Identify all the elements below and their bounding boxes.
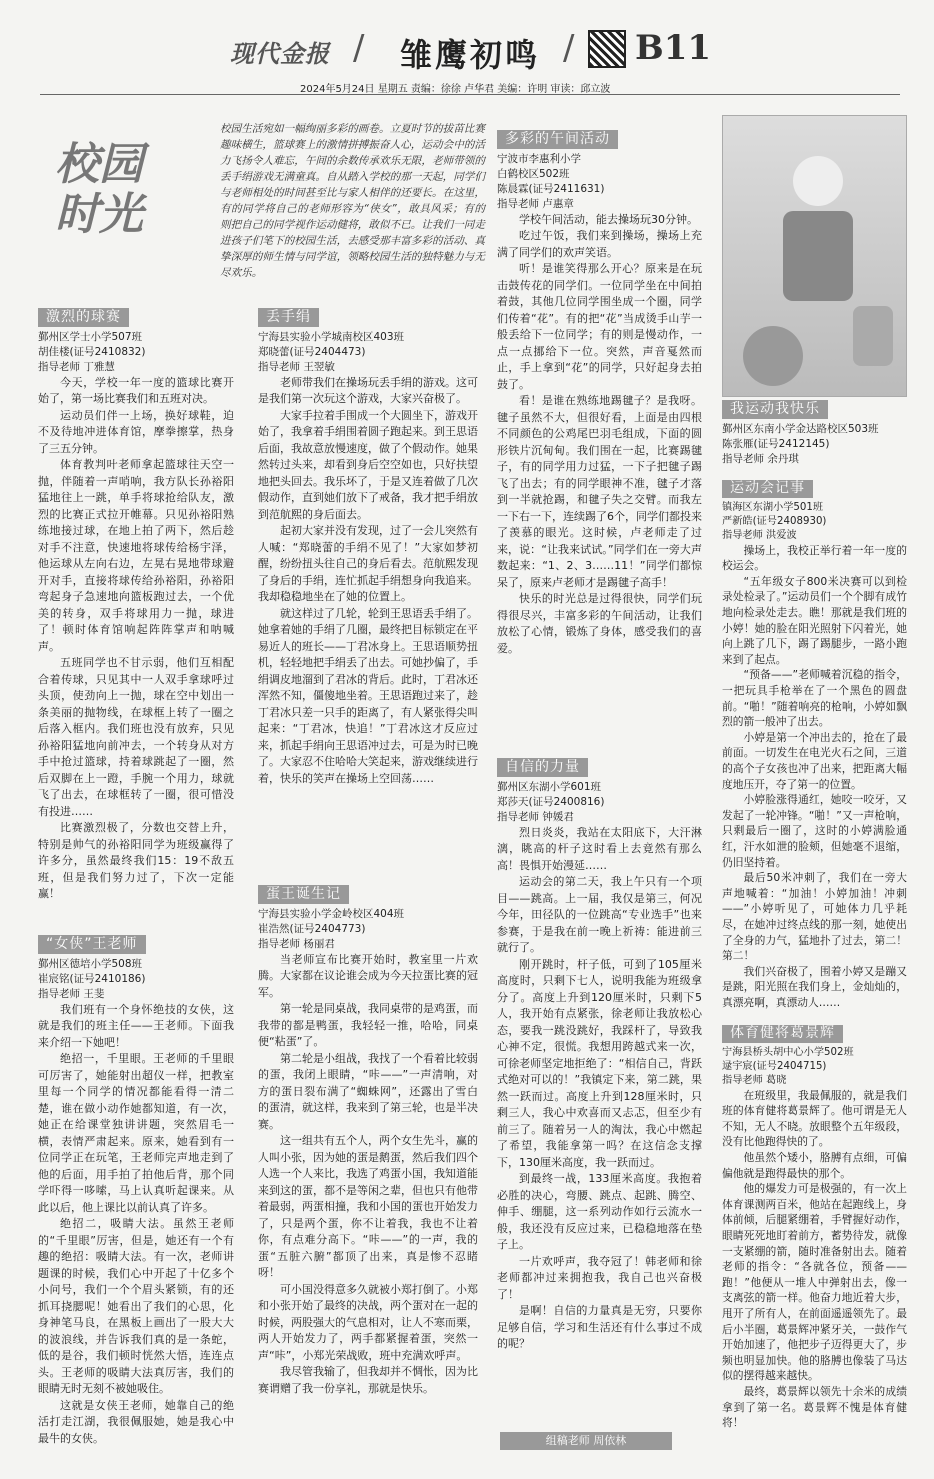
article-paragraph: 他虽然个矮小，胳膊有点细，可偏偏他就是跑得最快的那个。 xyxy=(722,1151,907,1180)
article-teacher-wang xyxy=(38,935,234,1447)
brand-name: 现代金报 xyxy=(230,40,330,68)
article-paragraph: 五班同学也不甘示弱，他们互相配合着传球，只见其中一人双手拿球呼过头顶，使劲向上一抛，球在空中划出一条美丽的抛物线，在球框上转了一圈之后落入框内。我们班也没有放弃，只见孙裕阳猛地向前冲去，一个转身从对方手中抢过篮球，持着球跳起了一圈，然后双脚在上一蹬，手腕一个用力，球就飞了出去，在球框转了一圈，很可惜没有投进…… xyxy=(38,656,234,818)
article-author: 郑莎天(证号2400816) xyxy=(497,795,605,808)
qr-code-icon[interactable] xyxy=(588,30,626,68)
article-author: 陈晨霖(证号2411631) xyxy=(497,182,605,195)
article-title: 激烈的球赛 xyxy=(38,308,129,327)
article-paragraph: 这一组共有五个人，两个女生先斗，赢的人叫小张，因为她的蛋是鹅蛋，然后我们四个人选一个人来比，我选了鸡蛋小国，我知道能来到这的蛋，都不是等闲之辈，但也只有他带着最弱，两蛋相撞，我和小国的蛋也开始发力了，只是两个蛋，你不让着我，我也不让着你，有点难分高下。“咔——”的一声，我的蛋“五脏六腑”都顶了出来，真是惨不忍睹呀！ xyxy=(258,1134,478,1279)
illustration-child-shape xyxy=(853,306,893,366)
illustration-head-shape xyxy=(793,156,843,206)
divider-slash: / xyxy=(563,28,575,68)
article-paragraph: 我们班有一个身怀绝技的女侠，这就是我们的班主任——王老师。下面我来介绍一下她吧！ xyxy=(38,1002,234,1049)
illustration-body-shape xyxy=(783,211,853,301)
header-rule xyxy=(40,94,900,95)
article-paragraph: 绝招二，吸睛大法。虽然王老师的“千里眼”厉害，但是，她还有一个有趣的绝招：吸睛大法。有一次，老师讲题课的时候，我们心中开起了十亿多个小问号，我们一个个眉头紧锁，有的还抓耳挠腮呢！她看出了我们的心思，化身神笔马良，在黑板上画出了一股大大的波浪线，并告诉我们真的是一条蛇，低的是谷，我们顿时恍然大悟，连连点头。王老师的吸睛大法真厉害，我们的眼睛无时无刻不被她吸住。 xyxy=(38,1217,234,1395)
issue-meta: 2024年5月24日 星期五 责编：徐徐 卢华君 美编：许明 审读：邱立波 xyxy=(300,84,611,95)
article-school: 鄞州区东南小学金达路校区503班 xyxy=(722,422,879,435)
page-number: B11 xyxy=(635,28,712,68)
article-author: 崔宸铭(证号2410186) xyxy=(38,972,146,985)
article-teacher: 指导老师 余丹琪 xyxy=(722,452,799,465)
article-paragraph: 一片欢呼声，我夺冠了！韩老师和徐老师都冲过来拥抱我，我自己也兴奋极了！ xyxy=(497,1254,702,1301)
article-paragraph: 学校午间活动，能去操场玩30分钟。 xyxy=(519,212,698,226)
article-drop-handkerchief xyxy=(258,308,478,787)
article-paragraph: 吃过午饭，我们来到操场，操场上充满了同学们的欢声笑语。 xyxy=(497,229,702,259)
article-paragraph: 第二轮是小组战，我找了一个看着比较弱的蛋，我闭上眼睛，“咔——”一声清响，对方的蛋日裂布满了“蜘蛛网”，还露出了雪白的蛋清，就这样，我来到了第三轮，也是半决赛。 xyxy=(258,1051,478,1131)
article-title: 自信的力量 xyxy=(497,758,588,777)
intro-text: 校园生活宛如一幅绚丽多彩的画卷。立夏时节的拔苗比赛趣味横生，篮球赛上的激情拼搏振奋人心，运动会中的活力飞扬令人难忘，午间的余数传承欢乐无限，老师带领的丢手绢游戏无满童真。自从踏入学校的那一天起，同学们与老师相处的时间甚至比与家人相伴的还要长。在这里，有的同学将自己的老师形容为“侠女”，敢具风采；有的则把自己的同学视作运动健将，敢似不已。让我们一同走进孩子们笔下的校园生活，去感受那丰富多彩的活动、真挚深厚的师生情与同学谊，领略校园生活的独特魅力与无尽欢乐。 xyxy=(220,122,485,279)
article-paragraph: 就这样过了几轮，轮到王思语丢手绢了。她拿着她的手绢了几圈，最终把目标锁定在平易近人的班长——丁君冰身上。王思语顺势扭机，轻轻地把手绢丢了出去。可她抄偏了，手绢调皮地溜到了君冰的背后。此时，丁君冰还浑然不知，僵傻地坐着。王思语跑过来了，趁丁君冰只差一只手的距离了，有人紧张得尖叫起来：“丁君冰，快追！”丁君冰这才反应过来，抓起手绢向王思语冲过去，可是为时已晚了。大家忍不住哈哈大笑起来，游戏继续进行着，快乐的笑声在操场上空回荡…… xyxy=(258,606,478,785)
article-paragraph: 绝招一，千里眼。王老师的千里眼可厉害了，她能射出超仪一样，把教室里每一个同学的情况都能看得一清二楚，谁在做小动作她都知道，有一次，她正在给课堂独讲讲题，突然眉毛一横，表情严肃起来。原来，她看到有一位同学正在玩笔，王老师完声地走到了他的后面，用手拍了拍他后背，那个同学吓得一哆嗦，马上认真听起课来。从此以后，他上课比以前认真了许多。 xyxy=(38,1052,234,1214)
article-paragraph: 我尽管我输了，但我却并不惆怅，因为比赛谓赠了我一份享礼，那就是快乐。 xyxy=(258,1365,478,1395)
article-paragraph: 这就是女侠王老师，她靠自己的绝活打走江湖，我很佩服她，她是我心中最牛的女侠。 xyxy=(38,1398,234,1445)
article-school: 宁海县桥头胡中心小学502班 xyxy=(722,1046,854,1058)
article-author: 陈张雁(证号2412145) xyxy=(722,437,830,450)
article-teacher: 指导老师 王翌敏 xyxy=(258,360,335,373)
article-title: 体育健将葛景辉 xyxy=(722,1025,843,1043)
article-basketball xyxy=(38,308,234,903)
sports-illustration xyxy=(722,115,907,397)
article-school: 宁波市李惠利小学 xyxy=(497,152,581,165)
article-paragraph: “五年级女子800米决赛可以到检录处检录了。”运动员们一个个脚有成竹地向检录处走去。瞧！那就是我们班的小婷！她的脸在阳光照射下闪着光，她向上跳了几下，踢了踢腿步，一路小跑来到了起点。 xyxy=(722,574,907,666)
article-title: 丢手绢 xyxy=(258,308,319,327)
article-ge-jinghui xyxy=(722,1025,907,1431)
article-paragraph: “预备——”老师喊着沉稳的指令，一把玩具手枪举在了一个黑色的圆盘前。“啪！”随着响亮的枪响，小婷如飘烈的箭一般冲了出去。 xyxy=(722,668,907,729)
article-school-branch: 白鹤校区502班 xyxy=(497,167,570,180)
article-teacher: 指导老师 王斐 xyxy=(38,987,105,1000)
article-author: 逯宇宸(证号2404715) xyxy=(722,1060,827,1072)
article-noon-activities xyxy=(497,130,702,657)
article-author: 胡佳楼(证号2410832) xyxy=(38,345,146,358)
article-teacher: 指导老师 钟媛君 xyxy=(497,810,574,823)
article-paragraph: 第一轮是同桌战，我同桌带的是鸡蛋，而我带的都是鸭蛋，我轻轻一推，哈哈，同桌便“粘蛋”了。 xyxy=(258,1002,478,1048)
article-power-of-confidence xyxy=(497,758,702,1353)
article-paragraph: 运动员们伴一上场，换好球鞋，迫不及待地冲进体育馆，摩拳擦掌，热身了三五分钟。 xyxy=(38,408,234,455)
article-author: 郑晓蕾(证号2404473) xyxy=(258,345,366,358)
editor-credit: 组稿老师 周依林 xyxy=(500,1432,672,1450)
article-school: 鄞州区东湖小学601班 xyxy=(497,780,602,793)
article-paragraph: 当老师宣布比赛开始时，教室里一片欢腾。大家都在议论谁会成为今天拉蛋比赛的冠军。 xyxy=(258,952,478,999)
article-paragraph: 到最终一战，133厘米高度。我抱着必胜的决心，弯腰、跳点、起跳、腾空、伸手、绷腿，这一系列动作如行云流水一般，我还没有反应过来，已稳稳地落在垫子上。 xyxy=(497,1172,702,1251)
article-title: 运动会记事 xyxy=(722,480,813,498)
article-paragraph: 今天，学校一年一度的篮球比赛开始了，第一场比赛我们和五班对决。 xyxy=(38,375,234,405)
article-paragraph: 大家手拉着手围成一个大圆坐下，游戏开始了，我拿着手绢围着圆子跑起来。到王思语后面，我故意放慢速度，做了个假动作。她果然转过头来，却看到身后空空如也，只好扶望地把头回去。我乐坏了，于是又连着做了几次假动作，直到她们放下了戒备，我才把手绢放到范航熙的身后面去。 xyxy=(258,408,478,521)
article-school: 鄞州区德培小学508班 xyxy=(38,957,143,970)
article-teacher: 指导老师 丁雅慧 xyxy=(38,360,115,373)
article-paragraph: 听！是谁笑得那么开心？原来是在玩击鼓传花的同学们。一位同学坐在中间拍着鼓，其他几位同学围坐成一个圈，同学们传着“花”。有的把“花”当成烫手山芋一般丢给下一位同学；有的则是慢动作，一点一点挪给下一位。突然，声音戛然而止，手上拿到“花”的同学，只好起身去拍鼓了。 xyxy=(497,262,702,391)
article-paragraph: 快乐的时光总是过得很快，同学们玩得很尽兴，丰富多彩的午间活动，让我们放松了心情，锻炼了身体，感受我们的喜爱。 xyxy=(497,592,702,655)
article-author: 崔浩然(证号2404773) xyxy=(258,922,366,935)
article-paragraph: 操场上，我校正举行着一年一度的校运会。 xyxy=(722,543,907,573)
article-teacher: 指导老师 杨丽君 xyxy=(258,937,335,950)
article-paragraph: 看！是谁在熟练地踢毽子？是我呀。毽子虽然不大，但很好看，上面是由四根不同颜色的公鸡尾巴羽毛组成，下面的圆形铁片沉甸甸。我们围在一起，比赛踢毽子，有的同学用力过猛，一下子把毽子踢飞了出去；有的同学眼神不准，毽子才落到一半就抢踢，和毽子失之交臂。而我左一下右一下，连续踢了6个，同学们都投来了羡慕的眼光。这时候，卢老师走了过来，说：“让我来试试。”同学们在一旁大声数起来：“1、2、3……11！”同学们都惊呆了，原来卢老师才是踢毽子高手！ xyxy=(497,394,702,589)
article-author: 严新皓(证号2408930) xyxy=(722,515,827,527)
article-title: 蛋王诞生记 xyxy=(258,885,349,904)
divider-slash: / xyxy=(353,28,365,68)
masthead xyxy=(225,28,712,74)
article-school: 鄞州区学士小学507班 xyxy=(38,330,143,343)
article-paragraph: 比赛激烈极了，分数也交替上升，特别是帅气的孙裕阳同学为班级赢得了许多分，虽然最终我们15：19不敌五班，但是我们努力过了，下次一定能赢！ xyxy=(38,821,234,900)
article-school: 宁海县实验小学金岭校区404班 xyxy=(258,907,405,920)
article-paragraph: 最后50米冲刺了，我们在一旁大声地喊着：“加油！小婷加油！冲刺——”小婷听见了，可她体力几乎耗尽，在她冲过终点线的那一刻，她使出了全身的力气，猛地扑了过去，第二！第二！ xyxy=(722,871,907,963)
article-paragraph: 刚开跳时，杆子低，可到了105厘米高度时，只剩下七人，说明我能为班级拿分了。高度上升到120厘米时，只剩下5人，我开始有点紧张，徐老师让我放松心态，要我一跳没跳好，我踩杆了，导致我心神不定，很慌。我想用跨越式来一次，可徐老师坚定地拒绝了：“相信自己，背跃式绝对可以的！”我镇定下来，第二跳，果然一跃而过。高度上升到128厘米时，只剩三人，我心中欢喜而又忐忑，但至少有前三了。随着另一人的淘汰，我心中燃起了希望，我能拿第一吗？在这信念支撑下，130厘米高度，我一跃而过。 xyxy=(497,957,702,1169)
article-paragraph: 在班级里，我最佩服的，就是我们班的体育健将葛景辉了。他可谓是无人不知，无人不晓。放眼整个五年级段，没有比他跑得快的了。 xyxy=(722,1088,907,1149)
article-title: “女侠”王老师 xyxy=(38,935,146,954)
article-title: 我运动我快乐 xyxy=(722,400,828,419)
article-paragraph: 起初大家并没有发现，过了一会儿突然有人喊：“郑晓蕾的手绢不见了！”大家如梦初醒，纷纷扭头往自己的身后看去。范航熙发现了身后的手绢，连忙抓起手绢想身向我追来。我却稳稳地坐在了她的位置上。 xyxy=(258,524,478,603)
article-sport-happy xyxy=(722,400,907,467)
article-teacher: 指导老师 洪爱波 xyxy=(722,529,797,541)
article-paragraph: 老师带我们在操场玩丢手绢的游戏。这可是我们第一次玩这个游戏，大家兴奋极了。 xyxy=(258,375,478,405)
article-school: 宁海县实验小学城南校区403班 xyxy=(258,330,405,343)
article-teacher: 指导老师 葛晓 xyxy=(722,1074,787,1086)
article-paragraph: 运动会的第二天，我上午只有一个项目——跳高。上一届，我仅是第三，何况今年，田径队的一位跳高“专业选手”也来参赛，于是我在前一晚上祈祷：能进前三就行了。 xyxy=(497,875,702,954)
article-school: 镇海区东湖小学501班 xyxy=(722,501,824,513)
article-paragraph: 是啊！自信的力量真是无穷，只要你足够自信，学习和生活还有什么事过不成的呢？ xyxy=(497,1304,702,1350)
article-paragraph: 小婷是第一个冲出去的，抢在了最前面。一切发生在电光火石之间，三道的高个子女孩也冲了出来，把距离大幅度地压开，夺了第一的位置。 xyxy=(722,730,907,791)
article-teacher: 指导老师 卢惠章 xyxy=(497,197,574,210)
illustration-flower-shape xyxy=(743,326,803,386)
article-paragraph: 可小国没得意多久就被小郑打倒了。小郑和小张开始了最终的决战，两个蛋对在一起的时候，两股强大的气息相对，让人不寒而栗，两人开始发力了，两手都紧握着蛋，突然一声“咔”，小郑光荣战败，班中充满欢呼声。 xyxy=(258,1282,478,1362)
section-title: 雏鹰初鸣 xyxy=(400,36,541,74)
article-title: 多彩的午间活动 xyxy=(497,130,618,149)
article-paragraph: 烈日炎炎，我站在太阳底下，大汗淋漓，眺高的杆子这时看上去竟然有那么高！畏惧开始漫延…… xyxy=(497,825,702,872)
article-paragraph: 体育教判叶老师拿起篮球往天空一抛，伴随着一声哨响，我方队长孙裕阳猛地往上一跳，单手将球抢给队友，激烈的比赛正式拉开帷幕。只见孙裕阳熟练地接过球，在地上拍了两下，然后趁对手不注意，快速地将球传给杨宇泽，他运球从左向右边，左晃右晃地带球避开对手，直接将球传给孙裕阳，孙裕阳弯起身子急速地向篮板跑过去，一个优美的转身，双手将球用力一抛，球进了！顿时体育馆响起阵阵掌声和呐喊声。 xyxy=(38,458,234,653)
article-paragraph: 最终，葛景辉以领先十余米的成绩拿到了第一名。葛景辉不愧是体育健将！ xyxy=(722,1384,907,1430)
article-sports-day xyxy=(722,480,907,1011)
article-paragraph: 我们兴奋极了，围着小婷又是蹦又是跳，阳光照在我们身上，金灿灿的，真漂亮啊，真漂动人…… xyxy=(722,964,907,1009)
article-egg-king xyxy=(258,885,478,1397)
article-paragraph: 小婷脸涨得通红，她咬一咬牙，又发起了一轮冲锋。“啪！”又一声枪响，只剩最后一圈了，这时的小婷满脸通红，汗水如泄的脸颊，但她毫不退缩，仍旧坚持着。 xyxy=(722,793,907,869)
article-paragraph: 他的爆发力可是极强的，有一次上体育课测两百米，他站在起跑线上，身体前倾，后腿紧绷着，手臂握好动作，眼睛死死地盯着前方，蓄势待发，就像一支紧绷的箭，随时准备射出去。随着老师的指令：“各就各位，预备——跑！”他便从一堆人中弹射出去，像一支离弦的箭一样。他奋力地近着大步，甩开了所有人，在前面遥遥领先了。最后小半圈，葛景辉冲紧牙关，一鼓作气开始加速了，他把步子迈得更大了，步频也明显加快。他的胳膊也像装了马达似的摆得越来越快。 xyxy=(722,1182,907,1383)
page-feature-title: 校园 时光 xyxy=(55,139,143,240)
